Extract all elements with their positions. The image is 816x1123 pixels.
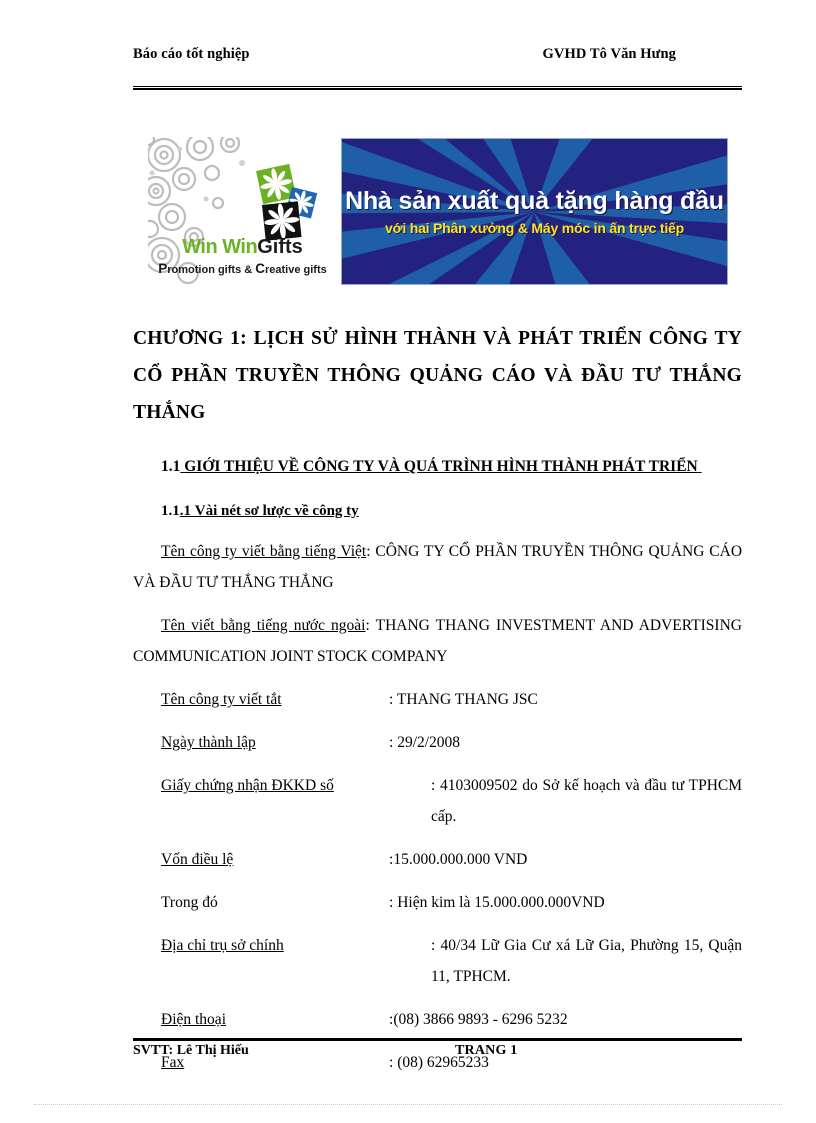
field-company-name-en <box>133 610 742 672</box>
field-business-license <box>133 770 742 832</box>
field-value: 29/2/2008 <box>397 734 461 751</box>
field-separator: : <box>431 777 436 794</box>
banner-text-block <box>341 138 728 285</box>
section-heading-trailing-space <box>698 458 702 475</box>
field-value: (08) 3866 9893 - 6296 5232 <box>393 1011 568 1028</box>
page-gap <box>0 1104 816 1123</box>
field-value: 4103009502 do Sở kế hoạch và đầu tư TPHCM cấp. <box>431 777 743 825</box>
brand-strip <box>148 137 728 285</box>
field-separator: : <box>389 1054 394 1071</box>
logo-wordmark <box>148 237 337 257</box>
field-charter-capital <box>133 844 742 875</box>
promo-banner <box>341 138 728 285</box>
field-company-abbreviation <box>133 684 742 715</box>
chapter-title: CHƯƠNG 1: LỊCH SỬ HÌNH THÀNH VÀ PHÁT TRIỂN CÔNG TY CỔ PHẦN TRUYỀN THÔNG QUẢNG CÁO VÀ ĐẦU TƯ THẮNG THẮNG <box>133 328 742 423</box>
field-label: Tên công ty viết bằng tiếng Việt <box>161 543 367 560</box>
document-body <box>133 320 742 1078</box>
subsection-heading-text: Vài nét sơ lược về công ty <box>194 503 359 519</box>
footer-author: SVTT: Lê Thị Hiếu <box>133 1043 249 1058</box>
section-heading-label: GIỚI THIỆU VỀ CÔNG TY VÀ QUÁ TRÌNH HÌNH THÀNH PHÁT TRIỂN <box>184 458 698 475</box>
field-value: 15.000.000.000 VND <box>393 851 528 868</box>
logo-tagline-c: C <box>255 261 265 276</box>
banner-title: Nhà sản xuất quà tặng hàng đầu <box>345 187 724 215</box>
field-separator: : <box>389 734 394 751</box>
field-label: Fax <box>161 1054 185 1071</box>
field-separator: : <box>365 617 370 634</box>
header-divider-rule <box>133 86 742 90</box>
field-value: THANG THANG INVESTMENT AND ADVERTISING COMMUNICATION JOINT STOCK COMPANY <box>133 617 742 665</box>
section-heading-1-1 <box>133 451 742 482</box>
page-boundary-line <box>34 1104 782 1105</box>
field-label: Giấy chứng nhận ĐKKD số <box>161 777 334 794</box>
logo-tagline <box>148 261 337 276</box>
logo-tagline-mid: romotion gifts & <box>167 264 256 276</box>
field-value: (08) 62965233 <box>397 1054 489 1071</box>
running-footer <box>133 1043 742 1059</box>
field-separator: : <box>366 543 371 560</box>
header-right-text: GVHD Tô Văn Hưng <box>542 46 676 62</box>
field-separator: : <box>431 937 436 954</box>
field-company-name-vi <box>133 536 742 598</box>
logo-wordmark-win: Win Win <box>182 236 258 258</box>
footer-divider-rule <box>133 1038 742 1041</box>
subsection-number-prefix: 1.1 <box>161 503 180 519</box>
field-head-office-address <box>133 930 742 992</box>
header-left-text: Báo cáo tốt nghiệp <box>133 46 250 62</box>
field-label: Tên viết bằng tiếng nước ngoài <box>161 617 366 634</box>
field-label: Vốn điều lệ <box>161 851 234 868</box>
footer-page-number: TRANG 1 <box>455 1043 518 1058</box>
field-label: Tên công ty viết tắt <box>161 691 282 708</box>
field-value: Hiện kim là 15.000.000.000VND <box>397 894 605 911</box>
field-label: Ngày thành lập <box>161 734 256 751</box>
field-label: Trong đó <box>161 894 218 911</box>
logo-wordmark-gifts: Gifts <box>257 236 303 258</box>
subsection-heading-1-1-1 <box>133 498 742 524</box>
logo-tagline-p: P <box>158 261 168 276</box>
field-phone <box>133 1004 742 1035</box>
field-founding-date <box>133 727 742 758</box>
field-label: Điện thoại <box>161 1011 226 1028</box>
section-number: 1.1 <box>161 458 181 475</box>
field-value: 40/34 Lữ Gia Cư xá Lữ Gia, Phường 15, Quận 11, TPHCM. <box>431 937 743 985</box>
field-separator: : <box>389 691 394 708</box>
banner-subtitle: với hai Phân xưởng & Máy móc in ấn trực tiếp <box>385 220 684 236</box>
field-separator: : <box>389 1011 394 1028</box>
field-label: Địa chỉ trụ sở chính <box>161 937 284 954</box>
field-value: CÔNG TY CỔ PHẦN TRUYỀN THÔNG QUẢNG CÁO VÀ ĐẦU TƯ THẮNG THẮNG <box>133 543 743 591</box>
running-header <box>133 46 742 63</box>
subsection-number-suffix: .1 <box>179 503 191 519</box>
field-value: THANG THANG JSC <box>396 691 538 708</box>
field-capital-detail <box>133 887 742 918</box>
company-logo <box>148 137 337 285</box>
field-separator: : <box>389 851 394 868</box>
field-separator: : <box>389 894 394 911</box>
logo-tagline-end: reative gifts <box>265 264 327 276</box>
